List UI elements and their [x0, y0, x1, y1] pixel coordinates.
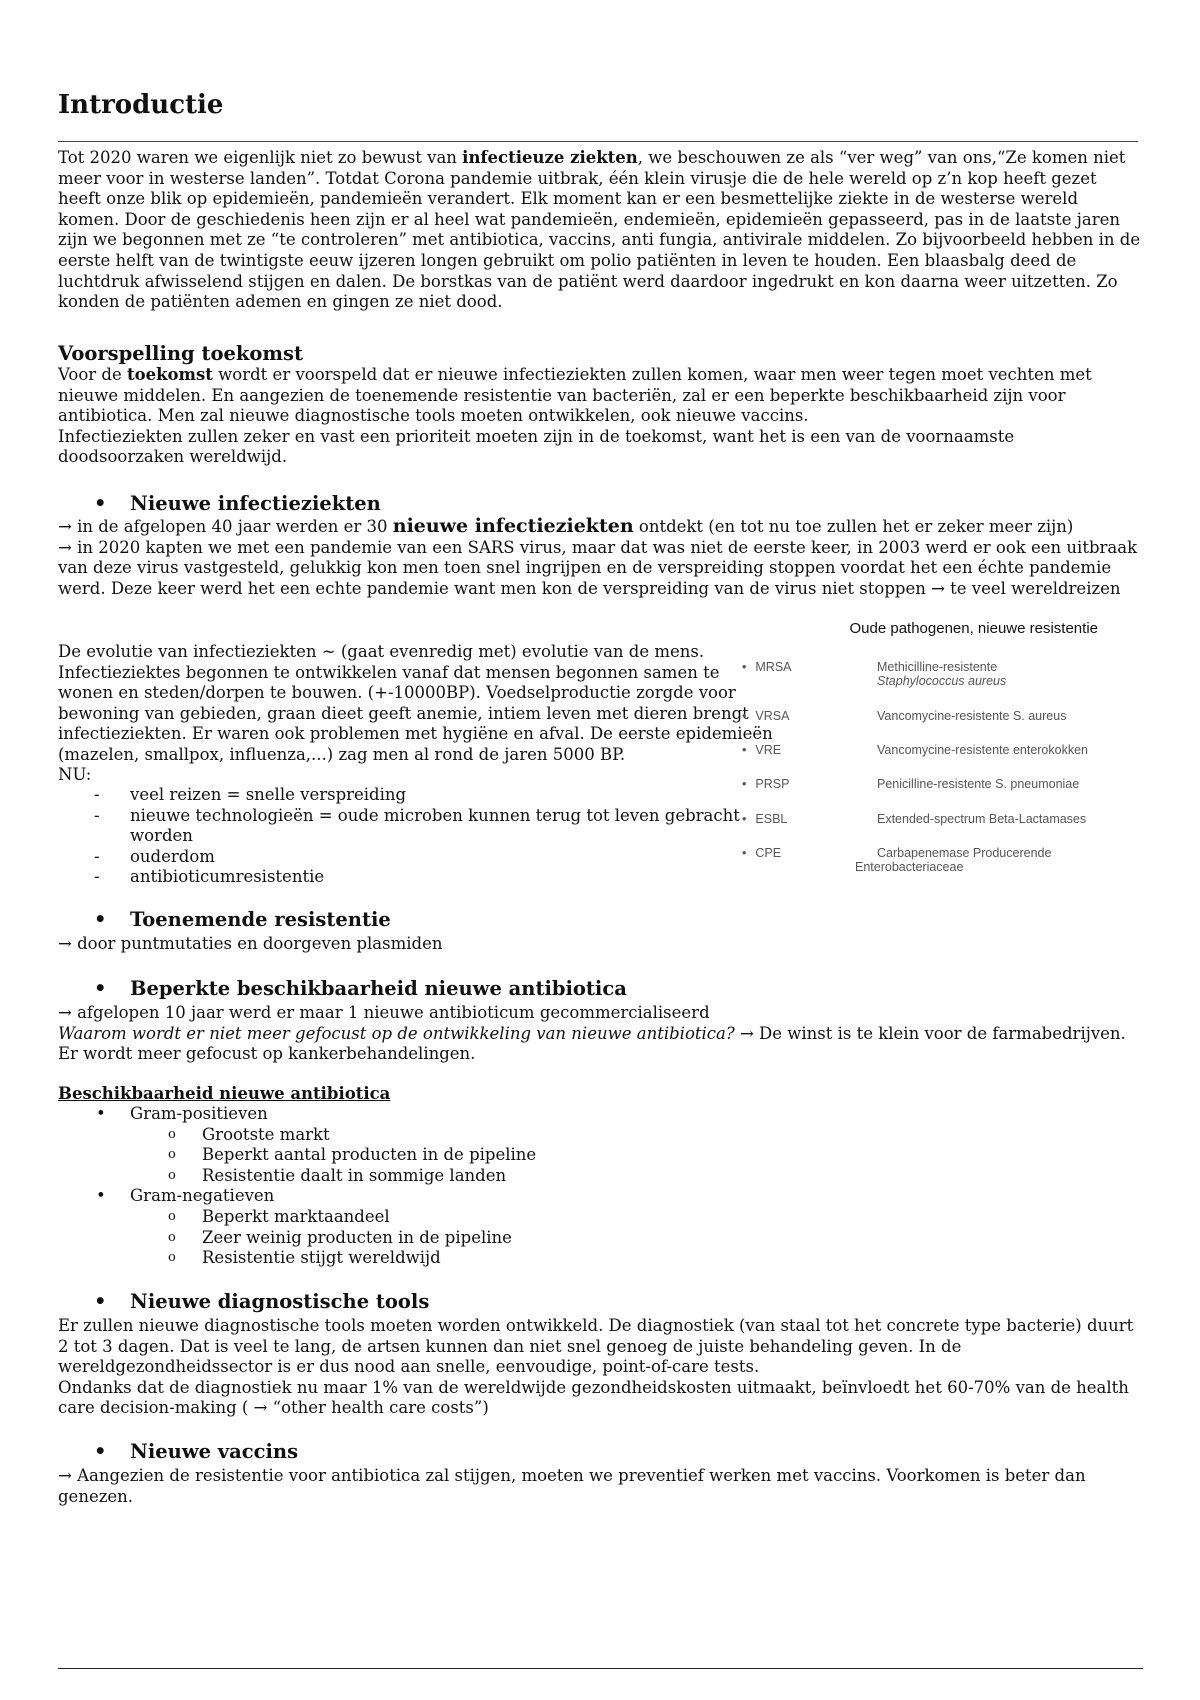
row-desc: Vancomycine-resistente enterokokken [877, 743, 1088, 757]
new-infections-body [58, 516, 1143, 599]
diagnostics-heading [94, 1290, 429, 1313]
ni-l1-a: → in de afgelopen 40 jaar werden er 30 [58, 517, 393, 536]
diagnostics-paragraph-1: Er zullen nieuwe diagnostische tools moeten worden ontwikkeld. De diagnostiek (van staal tot het concrete type bacterie) duurt 2 tot 3 dagen. Dat is veel te lang, de artsen kunnen dan niet snel genoeg de juiste behandeling geven. In de wereldgezondheidssector is er dus nood aan snelle, eenvoudige, point-of-care tests. [58, 1316, 1134, 1377]
list-item: - antibioticumresistentie [58, 867, 778, 888]
row-desc: Vancomycine-resistente S. aureus [877, 709, 1067, 723]
antibiotics-question [58, 1024, 1143, 1065]
vaccins-line: → Aangezien de resistentie voor antibiotica zal stijgen, moeten we preventief werken met vaccins. Voorkomen is beter dan genezen. [58, 1466, 1086, 1506]
resistance-table-title: Oude pathogenen, nieuwe resistentie [849, 620, 1098, 637]
row-abbr: • MRSA [742, 660, 792, 674]
intro-paragraph [58, 148, 1143, 313]
new-infections-heading [94, 492, 381, 515]
intro-text-b: , we beschouwen ze als “ver weg” van ons,“Ze komen niet meer voor in westerse landen”. Totdat Corona pandemie uitbrak, één klein virusje die de hele wereld op z’n kop heeft gezet heeft onze blik op epidemieën, pandemieën verandert. Elk moment kan er een besmettelijke ziekte in de westerse wereld komen. Door de geschiedenis heen zijn er al heel wat pandemieën, endemieën, epidemieën gepasseerd, pas in de laatste jaren zijn we begonnen met ze “te controleren” met antibiotica, vaccins, anti fungia, antivirale middelen. Zo bijvoorbeeld hebben in de eerste helft van de twintigste eeuw ijzeren longen gebruikt om polio patiënten in leven te houden. Een blaasbalg deed de luchtdruk afwisselend stijgen en dalen. De borstkas van de patiënt werd daardoor ingedrukt en kon daarna weer uitzetten. Zo konden de patiënten ademen en gingen ze niet dood. [58, 148, 1141, 312]
gram-positive-label: Gram-positieven [130, 1104, 268, 1123]
gram-negative-sublist [58, 1207, 1143, 1269]
row-desc-line-2: Enterobacteriaceae [855, 860, 964, 874]
intro-text-a: Tot 2020 waren we eigenlijk niet zo bewust van [58, 148, 463, 167]
bullet-dot: • [94, 908, 107, 931]
antibiotics-body [58, 1003, 1143, 1065]
availability-subheading-text: Beschikbaarheid nieuwe antibiotica [58, 1084, 391, 1103]
footer-divider [58, 1668, 1143, 1669]
row-desc [855, 846, 1052, 874]
bullet-dot: • [94, 977, 107, 1000]
gram-positive-sublist [58, 1125, 1143, 1187]
future-paragraph [58, 365, 1143, 427]
list-item: - ouderdom [58, 847, 778, 868]
vaccins-heading [94, 1440, 298, 1463]
diagnostics-paragraph-2: Ondanks dat de diagnostiek nu maar 1% van de wereldwijde gezondheidskosten uitmaakt, beïnvloedt het 60-70% van de health care decision-making ( → “other health care costs”) [58, 1377, 1129, 1418]
row-abbr: • VRSA [742, 709, 789, 723]
ni-l1-b: ontdekt (en tot nu toe zullen het er zeker meer zijn) [633, 517, 1074, 536]
row-desc-line-1: Carbapenemase Producerende [877, 846, 1052, 860]
row-abbr: • ESBL [742, 812, 787, 826]
resistance-heading-text: Toenemende resistentie [130, 908, 391, 931]
row-desc-line-1: Methicilline-resistente [877, 660, 998, 674]
evolution-paragraph: De evolutie van infectieziekten ~ (gaat evenredig met) evolutie van de mens. Infectieziektes begonnen te ontwikkelen vanaf dat mensen begonnen samen te wonen en steden/dorpen te bouwen. (+-10000BP). Voedselproductie zorgde voor bewoning van gebieden, graan dieet geeft anemie, intiem leven met dieren brengt infectieziekten. Er waren ook problemen met hygiëne en afval. De eerste epidemieën (mazelen, smallpox, influenza,...) zag men al rond de jaren 5000 BP. [58, 642, 773, 764]
list-item: o Grootste markt [58, 1125, 1143, 1146]
row-desc: Extended-spectrum Beta-Lactamases [877, 812, 1087, 826]
list-item [58, 1104, 1143, 1186]
list-item: o Resistentie daalt in sommige landen [58, 1166, 1143, 1187]
bullet-dot: • [94, 492, 107, 515]
resistance-line: → door puntmutaties en doorgeven plasmiden [58, 934, 443, 953]
ni-l1-bold: nieuwe infectieziekten [392, 515, 634, 537]
nu-list [58, 785, 778, 888]
row-abbr: • PRSP [742, 777, 789, 791]
antibiotics-line-1: → afgelopen 10 jaar werd er maar 1 nieuwe antibioticum gecommercialiseerd [58, 1003, 710, 1022]
future-text-a: Voor de [58, 365, 127, 384]
bullet-dot: • [94, 1440, 107, 1463]
antibiotics-heading [94, 977, 627, 1000]
list-item: - nieuwe technologieën = oude microben kunnen terug tot leven gebracht worden [58, 806, 778, 847]
availability-subheading [58, 1084, 1143, 1105]
row-desc: Penicilline-resistente S. pneumoniae [877, 777, 1080, 791]
future-section [58, 342, 1143, 468]
list-item: o Zeer weinig producten in de pipeline [58, 1228, 1143, 1249]
future-heading: Voorspelling toekomst [58, 342, 304, 365]
list-item: o Beperkt aantal producten in de pipeline [58, 1145, 1143, 1166]
future-bold-term: toekomst [126, 365, 213, 384]
list-item [58, 1186, 1143, 1268]
row-desc-line-2: Staphylococcus aureus [877, 674, 1007, 688]
new-infections-line-2: → in 2020 kapten we met een pandemie van een SARS virus, maar dat was niet de eerste keer, in 2003 werd er ook een uitbraak van deze virus vastgesteld, gelukkig kon men toen snel ingrijpen en de verspreiding stoppen voordat het een échte pandemie werd. Deze keer werd het een echte pandemie want men kon de verspreiding van de virus niet stoppen → te veel wereldreizen [58, 537, 1138, 598]
resistance-table-image [730, 612, 1098, 882]
antibiotics-question-italic: Waarom wordt er niet meer gefocust op de ontwikkeling van nieuwe antibiotica? [58, 1023, 735, 1043]
row-abbr: • CPE [742, 846, 781, 860]
intro-bold-term: infectieuze ziekten [462, 148, 638, 167]
antibiotics-heading-text: Beperkte beschikbaarheid nieuwe antibiotica [130, 977, 627, 1000]
row-desc [877, 660, 1006, 688]
new-infections-line-1 [58, 516, 1143, 538]
page-title: Introductie [58, 90, 224, 120]
diagnostics-body [58, 1316, 1143, 1419]
list-item: - veel reizen = snelle verspreiding [58, 785, 778, 806]
antibiotics-question-answer: → De winst is te klein voor de farmabedrijven. Er wordt meer gefocust op kankerbehandelingen. [58, 1023, 1126, 1064]
diagnostics-heading-text: Nieuwe diagnostische tools [130, 1290, 430, 1313]
bullet-dot: • [94, 1290, 107, 1313]
row-abbr: • VRE [742, 743, 781, 757]
resistance-heading [94, 908, 391, 931]
future-text-b: wordt er voorspeld dat er nieuwe infectieziekten zullen komen, waar men weer tegen moet vechten met nieuwe middelen. En aangezien de toenemende resistentie van bacteriën, zal er een beperkte beschikbaarheid zijn voor antibiotica. Men zal nieuwe diagnostische tools moeten ontwikkelen, ook nieuwe vaccins. [58, 365, 1092, 426]
future-paragraph-2: Infectieziekten zullen zeker en vast een prioriteit moeten zijn in de toekomst, want het is een van de voornaamste doodsoorzaken wereldwijd. [58, 426, 1015, 467]
list-item: o Beperkt marktaandeel [58, 1207, 1143, 1228]
title-divider [58, 141, 1138, 142]
gram-negative-label: Gram-negatieven [130, 1186, 275, 1206]
nu-label: NU: [58, 765, 92, 784]
vaccins-heading-text: Nieuwe vaccins [130, 1440, 299, 1463]
list-item: o Resistentie stijgt wereldwijd [58, 1248, 1143, 1269]
new-infections-heading-text: Nieuwe infectieziekten [130, 492, 381, 515]
gram-list [58, 1104, 1143, 1269]
